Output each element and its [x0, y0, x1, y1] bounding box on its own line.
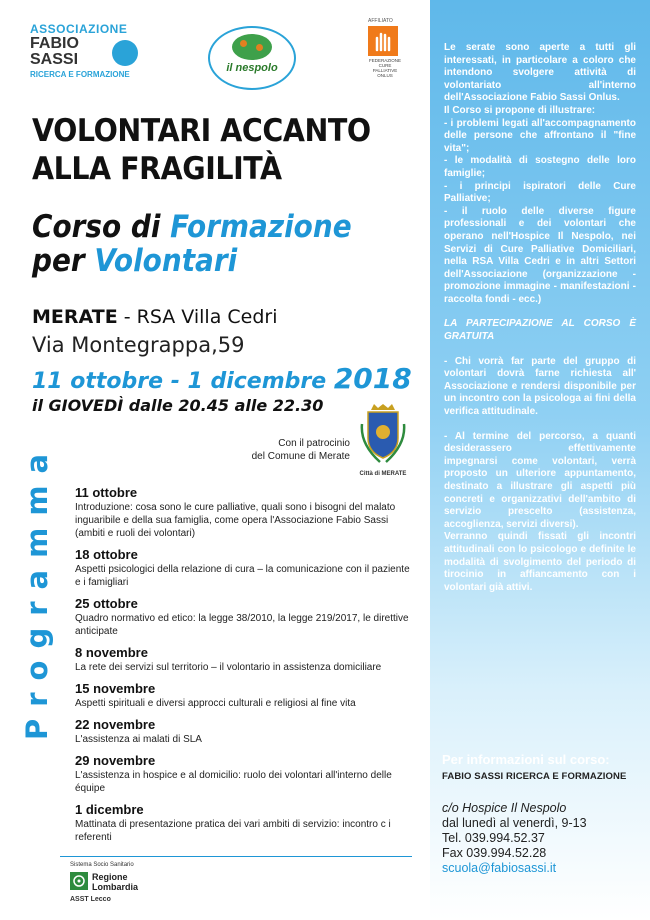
- program-text: Aspetti psicologici della relazione di cura – la comunicazione con il paziente e i famigliari: [75, 564, 410, 588]
- sidebar-topic: Il Corso si propone di illustrare:: [444, 104, 596, 116]
- program-item: [75, 802, 415, 844]
- regione-lombardia-logo: [70, 862, 160, 912]
- affiliate-sub: FEDERAZIONE CURE PALLIATIVE ONLUS: [368, 58, 401, 78]
- subtitle-part: per: [32, 243, 95, 279]
- nespolo-logo: [208, 26, 292, 90]
- program-text: Aspetti spirituali e diversi approcci culturali e religiosi al fine vita: [75, 698, 356, 709]
- program-date: 1 dicembre: [75, 802, 144, 817]
- contact-addr1: c/o Hospice Il Nespolo: [442, 801, 567, 815]
- nespolo-oval: [208, 26, 296, 90]
- info-org: FABIO SASSI RICERCA E FORMAZIONE: [442, 771, 627, 782]
- year: 2018: [333, 362, 412, 395]
- program-list: [75, 485, 415, 851]
- associazione-logo: [30, 22, 142, 84]
- footer-asst: ASST Lecco: [70, 896, 111, 903]
- course-dates: [32, 362, 412, 395]
- program-date: 29 novembre: [75, 753, 156, 768]
- date-range: 11 ottobre - 1 dicembre: [32, 369, 334, 394]
- contact-block: [442, 801, 587, 876]
- street-address: Via Montegrappa,59: [32, 333, 245, 357]
- sidebar-intro: Le serate sono aperte a tutti gli interessati, in particolare a coloro che intendono svolgere attività di volontariato all'interno dell'Associazione Fabio Sassi Onlus.: [444, 42, 636, 104]
- program-date: 8 novembre: [75, 645, 148, 660]
- info-heading: Per informazioni sul corso:: [442, 752, 610, 767]
- hand-icon: [368, 26, 398, 56]
- merate-crest-icon: [358, 404, 408, 480]
- title-line2: ALLA FRAGILITÀ: [32, 151, 282, 187]
- assoc-line2: FABIO: [30, 35, 79, 52]
- sidebar-join: - Chi vorrà far parte del gruppo di volontari dovrà farne richiesta all' Associazione e rendersi disponibile per un incontro con la psicologa ai fini della verifica attitudinale.: [444, 355, 636, 418]
- course-hours: il GIOVEDÌ dalle 20.45 alle 22.30: [32, 396, 324, 415]
- program-item: [75, 596, 415, 638]
- venue: - RSA Villa Cedri: [117, 306, 278, 328]
- program-text: Mattinata di presentazione pratica dei vari ambiti di servizio: incontro c i referenti: [75, 819, 391, 843]
- sidebar-final: Verranno quindi fissati gli incontri attitudinali con lo psicologo e definite le modalità di svolgimento del periodo di tirocinio in affiancamento con i volontari già attivi.: [444, 531, 636, 593]
- patronage-line1: Con il patrocinio: [278, 438, 350, 449]
- city: MERATE: [32, 306, 118, 328]
- program-item: [75, 645, 415, 674]
- divider: [60, 856, 412, 857]
- sidebar-topic: - i problemi legati all'accompagnamento delle persone che affrontano il "fine vita";: [444, 117, 636, 154]
- program-text: L'assistenza in hospice e al domicilio: ruolo dei volontari all'interno delle équipe: [75, 770, 392, 794]
- program-date: 25 ottobre: [75, 596, 138, 611]
- program-item: [75, 681, 415, 710]
- program-item: [75, 753, 415, 795]
- program-item: [75, 485, 415, 540]
- crest-caption: Città di MERATE: [359, 471, 407, 477]
- sidebar-text: [444, 42, 636, 594]
- contact-fax: Fax 039.994.52.28: [442, 846, 547, 860]
- subtitle-highlight: Volontari: [94, 243, 238, 279]
- fruit-icon: [240, 40, 247, 47]
- location: [32, 306, 277, 328]
- program-text: L'assistenza ai malati di SLA: [75, 734, 202, 745]
- program-item: [75, 547, 415, 589]
- program-text: Introduzione: cosa sono le cure palliative, quali sono i bisogni del malato inguaribile e della sua famiglia, come opera l'Associazione Fabio Sassi (ambiti e ruoli dei volontari): [75, 502, 396, 539]
- programma-label: Programma: [20, 441, 54, 740]
- lombardia-rose-icon: [70, 872, 88, 890]
- program-date: 11 ottobre: [75, 485, 138, 500]
- sidebar-topic: - il ruolo delle diverse figure professionali e dei volontari che operano nell'Hospice Il Nespolo, nei Servizi di Cure Palliative Domiciliari, nella RSA Villa Cedri e in altri Settori dell'Associazione (organizzazione - promozione immagine - manifestazioni - raccolta fondi - ecc.): [444, 205, 636, 305]
- title-line1: VOLONTARI ACCANTO: [32, 113, 371, 149]
- program-date: 22 novembre: [75, 717, 156, 732]
- sidebar-topic: - i principi ispiratori delle Cure Palliative;: [444, 180, 636, 205]
- nespolo-name: il nespolo: [226, 62, 278, 74]
- contact-addr2: dal lunedì al venerdì, 9-13: [442, 816, 587, 830]
- assoc-mark-icon: [112, 40, 138, 66]
- patronage: [210, 437, 350, 463]
- program-text: La rete dei servizi sul territorio – il volontario in assistenza domiciliare: [75, 662, 382, 673]
- tree-icon: [232, 34, 272, 60]
- program-date: 18 ottobre: [75, 547, 138, 562]
- program-item: [75, 717, 415, 746]
- program-date: 15 novembre: [75, 681, 156, 696]
- assoc-line3: SASSI: [30, 51, 79, 68]
- contact-email-link[interactable]: scuola@fabiosassi.it: [442, 861, 557, 875]
- contact-tel: Tel. 039.994.52.37: [442, 831, 545, 845]
- free-notice: LA PARTECIPAZIONE AL CORSO È GRATUITA: [444, 318, 636, 343]
- main-title: [32, 112, 418, 188]
- footer-region: Regione Lombardia: [92, 872, 139, 892]
- assoc-line1: ASSOCIAZIONE: [30, 22, 128, 36]
- affiliate-tag: AFFILIATO: [368, 18, 393, 24]
- patronage-line2: del Comune di Merate: [251, 451, 350, 462]
- sidebar-end: - Al termine del percorso, a quanti desiderassero effettivamente impegnarsi come volontari, verrà proposto un ulteriore appuntamento, destinato a illustrare gli aspetti più concreti e organizzativi dell'ambito di servizio prescelto (assistenza, accoglienza, servizi diversi).: [444, 430, 636, 530]
- program-text: Quadro normativo ed etico: la legge 38/2010, la legge 219/2017, le direttive anticipate: [75, 613, 409, 637]
- footer-small: Sistema Socio Sanitario: [70, 862, 134, 868]
- sidebar-topic: - le modalità di sostegno delle loro famiglie;: [444, 155, 636, 179]
- federazione-logo: [368, 18, 402, 88]
- assoc-line4: RICERCA E FORMAZIONE: [30, 70, 130, 79]
- subtitle-highlight: Formazione: [170, 209, 352, 245]
- subtitle: [32, 210, 428, 278]
- subtitle-part: Corso di: [32, 209, 171, 245]
- fruit-icon: [256, 44, 263, 51]
